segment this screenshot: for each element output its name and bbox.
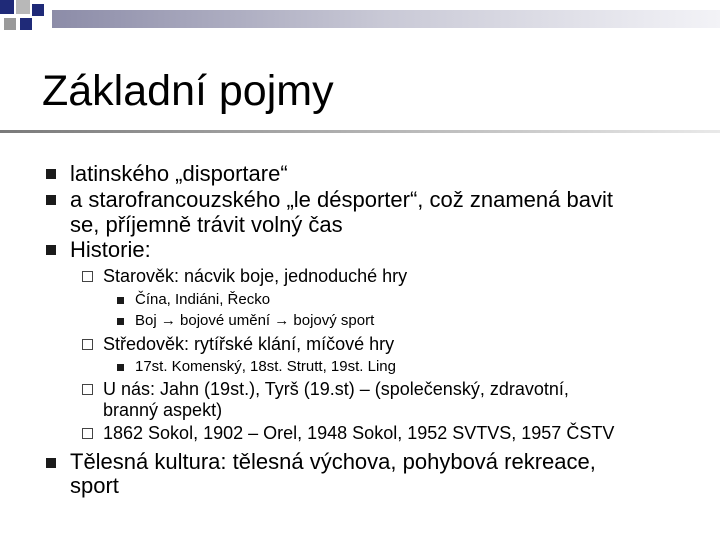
list-item-text: 17st. Komenský, 18st. Strutt, 19st. Ling xyxy=(135,358,396,375)
list-item-text: a starofrancouzského „le désporter“, což znamená bavit xyxy=(70,187,613,212)
square-bullet-icon xyxy=(46,245,56,255)
list-item-text: 1862 Sokol, 1902 – Orel, 1948 Sokol, 1952 SVTVS, 1957 ČSTV xyxy=(103,423,615,443)
list-item-text: U nás: Jahn (19st.), Tyrš (19.st) – (společenský, zdravotní, xyxy=(103,379,569,399)
hollow-square-bullet-icon xyxy=(82,271,93,282)
list-item-text: Čína, Indiáni, Řecko xyxy=(135,291,271,308)
square-bullet-icon xyxy=(46,195,56,205)
square-bullet-icon xyxy=(46,169,56,179)
hollow-square-bullet-icon xyxy=(82,384,93,395)
square-bullet-icon xyxy=(117,318,124,325)
page-title: Základní pojmy xyxy=(42,67,334,115)
square-bullet-icon xyxy=(117,297,124,304)
header-decoration xyxy=(0,0,720,40)
square-bullet-icon xyxy=(46,458,56,468)
list-item-text: Boj → bojové umění → bojový sport xyxy=(135,312,375,329)
list-item-text-continued: sport xyxy=(70,473,119,498)
list-item-text-continued: se, příjemně trávit volný čas xyxy=(70,212,343,237)
list-item-text: Starověk: nácvik boje, jednoduché hry xyxy=(103,266,408,286)
list-item-text: Tělesná kultura: tělesná výchova, pohybová rekreace, xyxy=(70,449,596,474)
list-item-text-continued: branný aspekt) xyxy=(103,400,223,420)
list-item-text: latinského „disportare“ xyxy=(70,161,288,186)
title-divider xyxy=(0,130,720,133)
list-item-text: Středověk: rytířské klání, míčové hry xyxy=(103,334,395,354)
square-bullet-icon xyxy=(117,364,124,371)
hollow-square-bullet-icon xyxy=(82,428,93,439)
list-item-text: Historie: xyxy=(70,237,151,262)
hollow-square-bullet-icon xyxy=(82,339,93,350)
